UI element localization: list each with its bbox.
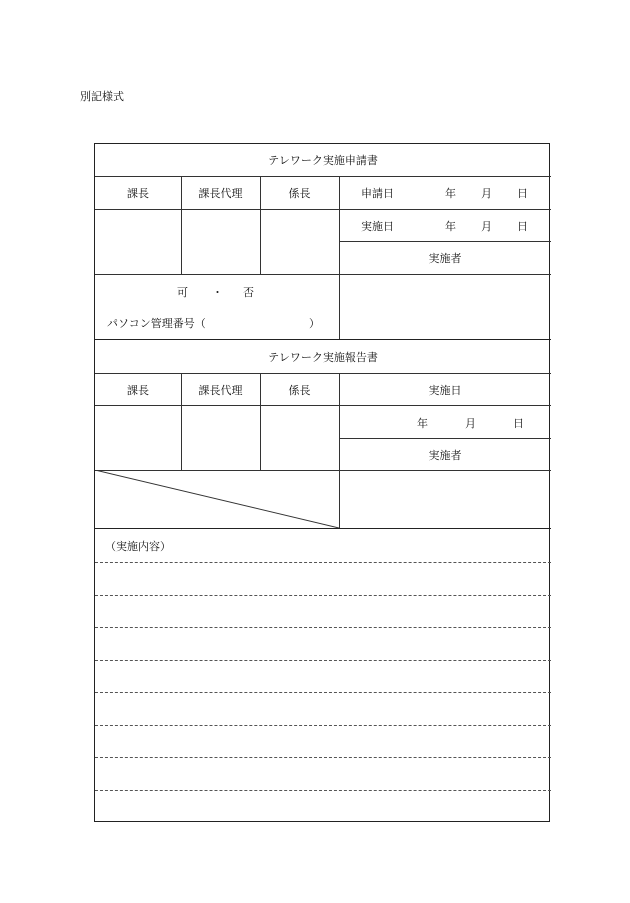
divider xyxy=(95,176,551,177)
approver-header-deputy-chief: 課長代理 xyxy=(198,187,243,200)
content-ruled-line xyxy=(95,692,551,693)
divider xyxy=(339,176,340,339)
apply-date-year: 年 xyxy=(445,187,456,200)
content-ruled-line xyxy=(95,725,551,726)
divider xyxy=(339,438,551,439)
report-date-month: 月 xyxy=(465,417,476,430)
report-date-year: 年 xyxy=(417,417,428,430)
content-ruled-line xyxy=(95,757,551,758)
divider xyxy=(339,241,551,242)
report-approver-header-subsection-chief: 係長 xyxy=(288,384,311,397)
apply-date-month: 月 xyxy=(481,187,492,200)
section-divider xyxy=(95,528,551,529)
diagonal-strike-line xyxy=(95,470,339,528)
divider xyxy=(339,373,340,528)
divider xyxy=(95,274,551,275)
report-approver-header-section-chief: 課長 xyxy=(127,384,149,397)
form-frame xyxy=(94,143,550,822)
application-title: テレワーク実施申請書 xyxy=(268,154,378,167)
divider xyxy=(260,373,261,470)
divider xyxy=(260,176,261,274)
content-ruled-line xyxy=(95,790,551,791)
pc-number-close: ） xyxy=(309,317,320,330)
apply-date-label: 申請日 xyxy=(361,187,394,200)
report-implementer-label: 実施者 xyxy=(428,449,462,462)
application-implementer-label: 実施者 xyxy=(428,252,462,265)
impl-date-month: 月 xyxy=(481,220,492,233)
divider xyxy=(95,209,551,210)
divider xyxy=(181,373,182,470)
content-label: （実施内容） xyxy=(105,540,171,553)
report-approver-header-deputy-chief: 課長代理 xyxy=(198,384,243,397)
approval-option-yes: 可 xyxy=(177,286,188,299)
impl-date-day: 日 xyxy=(517,220,528,233)
approval-option-no: 否 xyxy=(243,286,254,299)
report-impl-date-label: 実施日 xyxy=(428,384,462,397)
approver-header-section-chief: 課長 xyxy=(127,187,149,200)
content-ruled-line xyxy=(95,660,551,661)
approval-option-separator: ・ xyxy=(212,286,223,299)
form-heading: 別記様式 xyxy=(80,90,124,103)
divider xyxy=(181,176,182,274)
apply-date-day: 日 xyxy=(517,187,528,200)
impl-date-year: 年 xyxy=(445,220,456,233)
content-ruled-line xyxy=(95,595,551,596)
report-title: テレワーク実施報告書 xyxy=(268,351,378,364)
divider xyxy=(95,405,551,406)
impl-date-label: 実施日 xyxy=(361,220,394,233)
content-ruled-line xyxy=(95,562,551,563)
pc-number-label: パソコン管理番号（ xyxy=(107,317,206,330)
approver-header-subsection-chief: 係長 xyxy=(288,187,311,200)
divider xyxy=(95,373,551,374)
content-ruled-line xyxy=(95,627,551,628)
section-divider xyxy=(95,339,551,340)
report-date-day: 日 xyxy=(513,417,524,430)
